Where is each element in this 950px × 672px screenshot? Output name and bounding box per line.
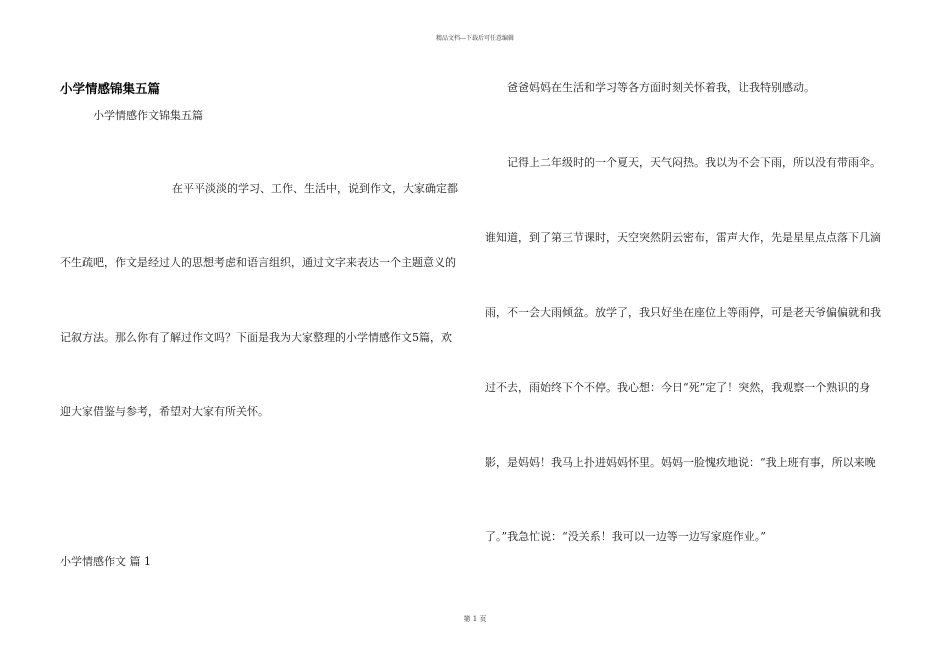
document-title: 小学情感锦集五篇 — [60, 81, 161, 96]
paragraph-line: 过不去，雨始终下个不停。我心想：今日“死”定了！突然，我观察一个熟识的身 — [485, 381, 871, 394]
paragraph-line: 记得上二年级时的一个夏天，天气闷热。我以为不会下雨，所以没有带雨伞。 — [507, 156, 881, 169]
paragraph-line: 谁知道，到了第三节课时，天空突然阴云密布，雷声大作，先是星星点点落下几滴 — [485, 231, 881, 244]
paragraph-line: 雨，不一会大雨倾盆。放学了，我只好坐在座位上等雨停，可是老天爷偏偏就和我 — [485, 306, 881, 319]
page-header: 精品文档---下载后可任意编辑 — [435, 35, 515, 42]
paragraph-line: 记叙方法。那么你有了解过作文吗？下面是我为大家整理的小学情感作文5篇，欢 — [60, 331, 452, 344]
page-number: 第 1 页 — [463, 615, 487, 623]
paragraph-line: 迎大家借鉴与参考，希望对大家有所关怀。 — [60, 405, 269, 418]
paragraph-line: 不生疏吧，作文是经过人的思想考虑和语言组织，通过文字来表达一个主题意义的 — [60, 256, 456, 269]
paragraph-line: 了。”我急忙说：“没关系！我可以一边等一边写家庭作业。” — [485, 530, 766, 543]
paragraph-line: 在平平淡淡的学习、工作、生活中，说到作文，大家确定都 — [172, 182, 458, 195]
document-subtitle: 小学情感作文锦集五篇 — [93, 109, 203, 122]
paragraph-line: 爸爸妈妈在生活和学习等各方面时刻关怀着我，让我特别感动。 — [507, 81, 815, 94]
paragraph-line: 影，是妈妈！我马上扑进妈妈怀里。妈妈一脸愧疚地说：“我上班有事，所以来晚 — [485, 456, 876, 469]
section-heading: 小学情感作文 篇 1 — [60, 555, 151, 568]
